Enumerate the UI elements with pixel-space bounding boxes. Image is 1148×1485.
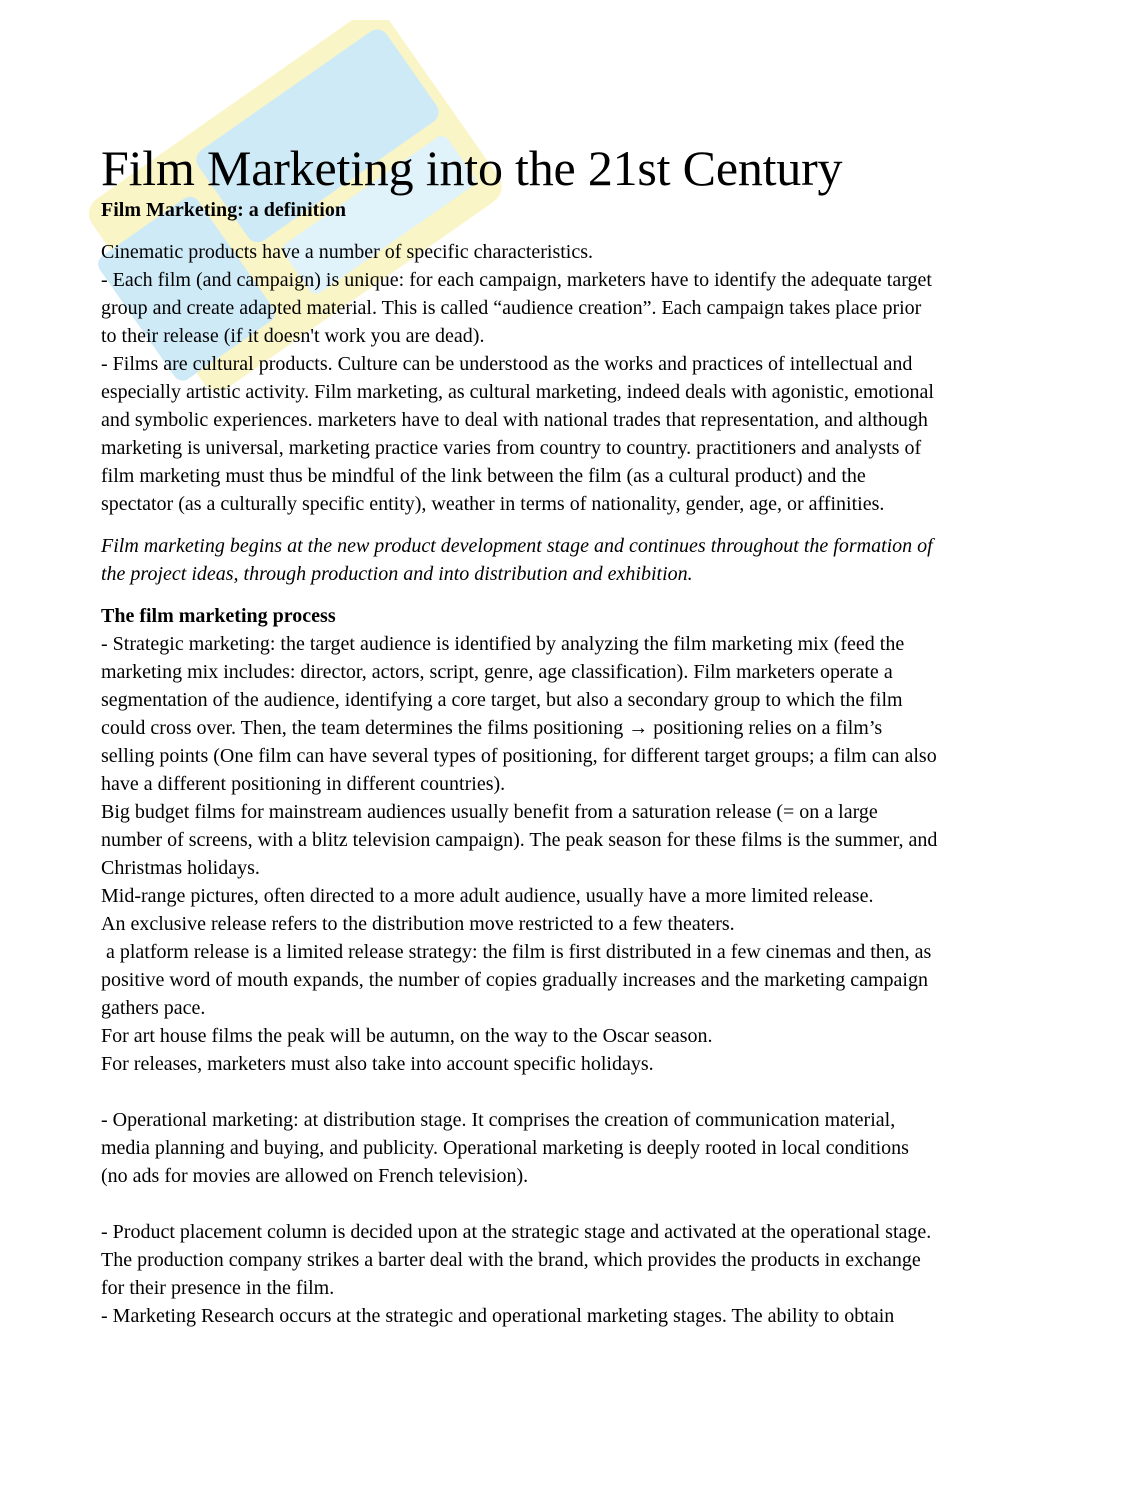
paragraph-line: segmentation of the audience, identifying a core target, but also a secondary group to which the film	[101, 689, 903, 711]
italic-note	[101, 532, 1051, 588]
paragraph-line: gathers pace.	[101, 997, 206, 1019]
paragraph-line: Christmas holidays.	[101, 857, 260, 879]
section-heading-process: The film marketing process	[101, 605, 336, 627]
paragraph-line: spectator (as a culturally specific entity), weather in terms of nationality, gender, age, or affinities.	[101, 493, 885, 515]
paragraph-line: number of screens, with a blitz television campaign). The peak season for these films is the summer, and	[101, 829, 938, 851]
italic-line: the project ideas, through production and into distribution and exhibition.	[101, 563, 693, 585]
italic-line: Film marketing begins at the new product development stage and continues throughout the formation of	[101, 535, 933, 557]
paragraph-line: media planning and buying, and publicity. Operational marketing is deeply rooted in local conditions	[101, 1137, 909, 1159]
paragraph-line: a platform release is a limited release strategy: the film is first distributed in a few cinemas and then, as	[101, 941, 932, 963]
paragraph-line: An exclusive release refers to the distribution move restricted to a few theaters.	[101, 913, 735, 935]
paragraph-line: - Each film (and campaign) is unique: for each campaign, marketers have to identify the adequate target	[101, 269, 932, 291]
paragraph-line: (no ads for movies are allowed on French television).	[101, 1165, 529, 1187]
paragraph-line: marketing mix includes: director, actors, script, genre, age classification). Film marketers operate a	[101, 661, 893, 683]
section-heading-definition: Film Marketing: a definition	[101, 199, 346, 221]
paragraph-line: film marketing must thus be mindful of the link between the film (as a cultural product) and the	[101, 465, 866, 487]
operational-marketing-body	[101, 1106, 1051, 1190]
paragraph-line: have a different positioning in different countries).	[101, 773, 506, 795]
paragraph-line: selling points (One film can have several types of positioning, for different target groups; a film can also	[101, 745, 937, 767]
document-title: Film Marketing into the 21st Century	[101, 140, 843, 196]
paragraph-line: - Marketing Research occurs at the strategic and operational marketing stages. The ability to obtain	[101, 1305, 895, 1327]
paragraph-line: For releases, marketers must also take into account specific holidays.	[101, 1053, 654, 1075]
paragraph-line: - Strategic marketing: the target audience is identified by analyzing the film marketing mix (feed the	[101, 633, 905, 655]
paragraph-line: positive word of mouth expands, the number of copies gradually increases and the marketing campaign	[101, 969, 928, 991]
paragraph-line: could cross over. Then, the team determines the films positioning → positioning relies on a film’s	[101, 717, 883, 739]
paragraph-line: to their release (if it doesn't work you are dead).	[101, 325, 485, 347]
paragraph-line: - Operational marketing: at distribution stage. It comprises the creation of communication material,	[101, 1109, 896, 1131]
paragraph-line: for their presence in the film.	[101, 1277, 335, 1299]
product-placement-body	[101, 1218, 1051, 1330]
definition-body	[101, 238, 1051, 518]
paragraph-line: and symbolic experiences. marketers have to deal with national trades that representation, and although	[101, 409, 928, 431]
paragraph-line: The production company strikes a barter deal with the brand, which provides the products in exchange	[101, 1249, 921, 1271]
paragraph-line: - Films are cultural products. Culture can be understood as the works and practices of intellectual and	[101, 353, 913, 375]
paragraph-line: Cinematic products have a number of specific characteristics.	[101, 241, 594, 263]
paragraph-line: - Product placement column is decided upon at the strategic stage and activated at the operational stage.	[101, 1221, 932, 1243]
strategic-marketing-body	[101, 630, 1051, 1078]
document-page	[101, 140, 1051, 1330]
paragraph-line: Mid-range pictures, often directed to a more adult audience, usually have a more limited release.	[101, 885, 874, 907]
paragraph-line: Big budget films for mainstream audiences usually benefit from a saturation release (= on a large	[101, 801, 878, 823]
paragraph-line: group and create adapted material. This is called “audience creation”. Each campaign takes place prior	[101, 297, 922, 319]
paragraph-line: especially artistic activity. Film marketing, as cultural marketing, indeed deals with agonistic, emotional	[101, 381, 934, 403]
paragraph-line: For art house films the peak will be autumn, on the way to the Oscar season.	[101, 1025, 713, 1047]
paragraph-line: marketing is universal, marketing practice varies from country to country. practitioners and analysts of	[101, 437, 922, 459]
